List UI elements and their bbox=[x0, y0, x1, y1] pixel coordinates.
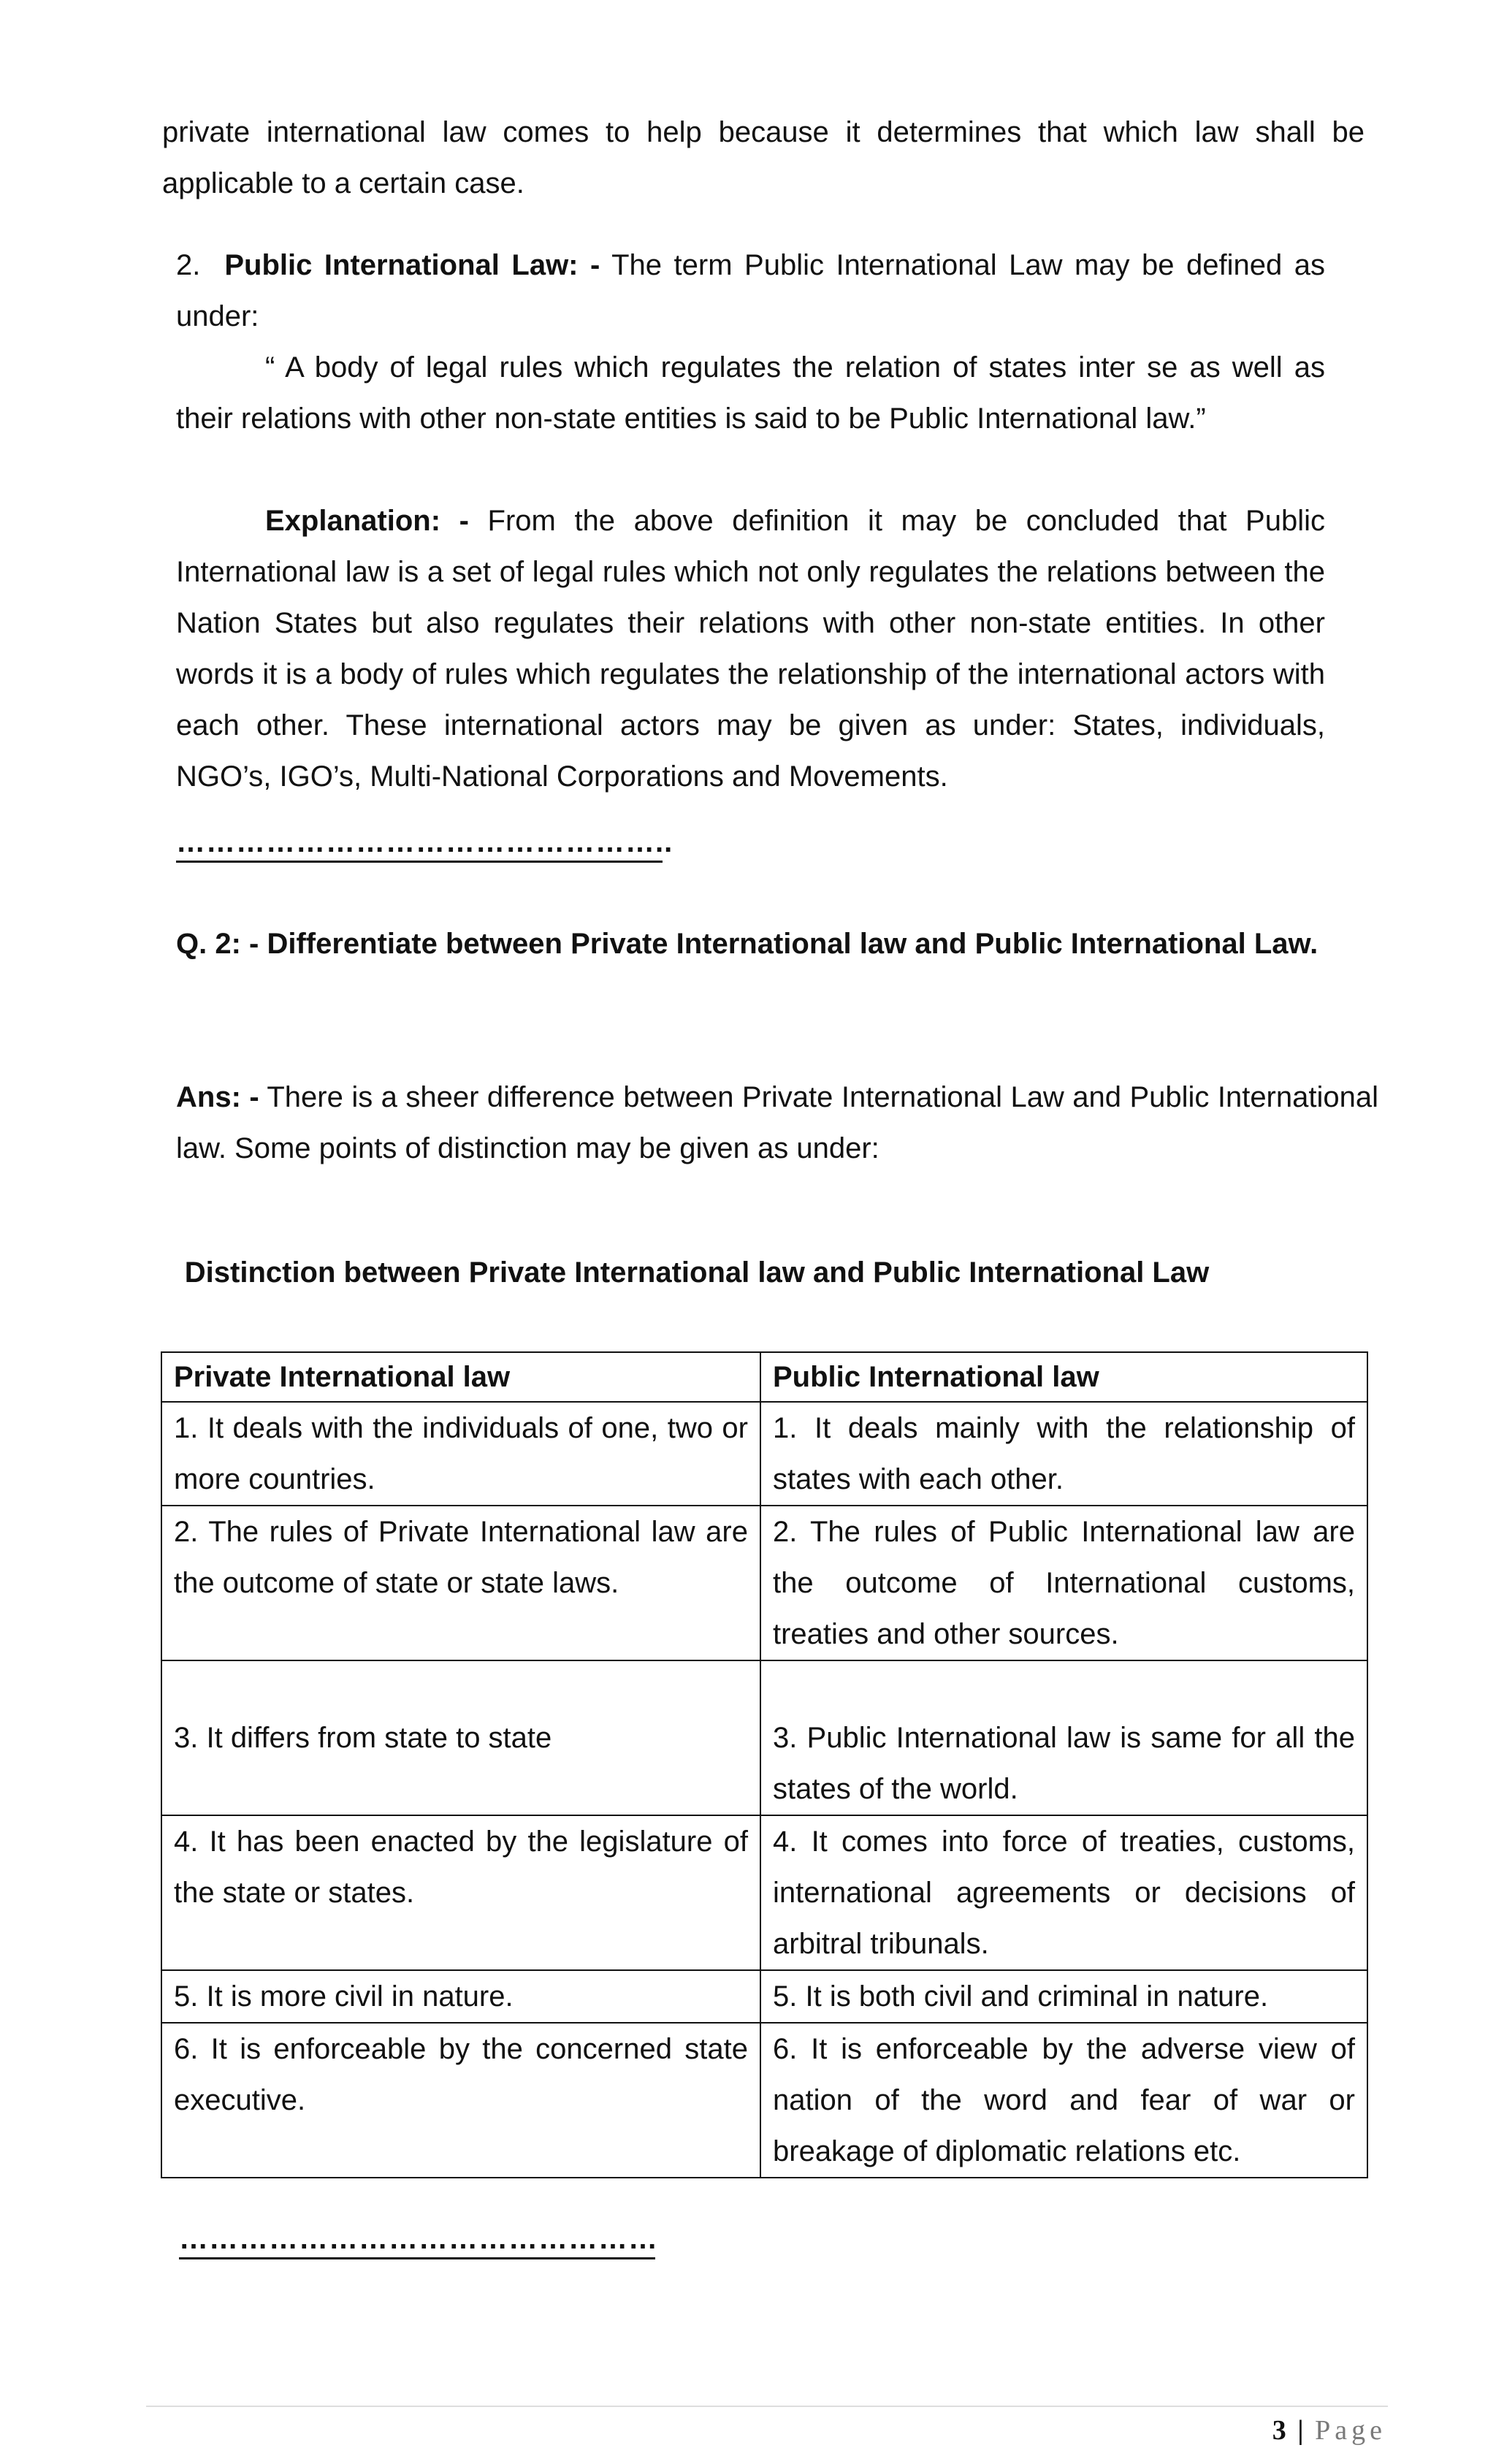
table-row bbox=[161, 1660, 1367, 1815]
private-cell: 1. It deals with the individuals of one, two or more countries. bbox=[161, 1402, 760, 1506]
answer-label: Ans: - bbox=[176, 1081, 259, 1113]
page-label: Page bbox=[1315, 2415, 1386, 2446]
table-row bbox=[161, 1815, 1367, 1970]
private-cell-text: 3. It differs from state to state bbox=[174, 1722, 552, 1754]
distinction-table bbox=[161, 1351, 1368, 2178]
table-row bbox=[161, 1402, 1367, 1506]
public-law-heading: Public International Law: - bbox=[224, 249, 600, 281]
section-separator: ………………………………………….. bbox=[176, 824, 663, 863]
footer-divider bbox=[146, 2406, 1388, 2407]
intro-paragraph: private international law comes to help because it determines that which law shall be applicable to a certain case. bbox=[162, 116, 1365, 199]
table-header-row bbox=[161, 1352, 1367, 1402]
table-row bbox=[161, 1970, 1367, 2023]
table-caption bbox=[0, 1251, 1496, 1294]
table-row bbox=[161, 2023, 1367, 2178]
public-cell-text: 3. Public International law is same for all the states of the world. bbox=[773, 1722, 1355, 1805]
footer-separator: | bbox=[1297, 2415, 1304, 2446]
private-cell: 2. The rules of Private International law are the outcome of state or state laws. bbox=[161, 1506, 760, 1660]
page-footer bbox=[1272, 2408, 1386, 2452]
private-cell: 6. It is enforceable by the concerned state executive. bbox=[161, 2023, 760, 2178]
public-cell: 2. The rules of Public International law are the outcome of International customs, treaties and other sources. bbox=[760, 1506, 1367, 1660]
public-cell: 4. It comes into force of treaties, customs, international agreements or decisions of arbitral tribunals. bbox=[760, 1815, 1367, 1970]
private-cell: 4. It has been enacted by the legislature of the state or states. bbox=[161, 1815, 760, 1970]
table-row bbox=[161, 1506, 1367, 1660]
table-caption-text: Distinction between Private International law and Public International Law bbox=[184, 1256, 1210, 1289]
public-law-quote: “ A body of legal rules which regulates the relation of states inter se as well as their relations with other non-state entities is said to be Public International law.” bbox=[176, 351, 1325, 435]
public-cell: 5. It is both civil and criminal in nature. bbox=[760, 1970, 1367, 2023]
private-cell bbox=[161, 1660, 760, 1815]
header-public: Public International law bbox=[760, 1352, 1367, 1402]
explanation-label: Explanation: - bbox=[265, 505, 469, 537]
page-number: 3 bbox=[1272, 2415, 1286, 2446]
public-cell bbox=[760, 1660, 1367, 1815]
answer-paragraph bbox=[176, 1072, 1378, 1174]
public-law-definition bbox=[176, 240, 1325, 342]
public-law-lead: The term Public International Law may be defined as under: bbox=[176, 249, 1326, 332]
private-cell: 5. It is more civil in nature. bbox=[161, 1970, 760, 2023]
public-law-number: 2. bbox=[176, 249, 201, 281]
explanation-text: From the above definition it may be concluded that Public International law is a set of legal rules which not only regulates the relations between the Nation States but also regulates their relations with other non-state entities. In other words it is a body of rules which regulates the relationship of the international actors with each other. These international actors may be given as under: States, individuals, NGO’s, IGO’s, Multi-National Corporations and Movements. bbox=[176, 505, 1325, 793]
explanation-paragraph bbox=[176, 495, 1325, 802]
question-heading: Q. 2: - Differentiate between Private International law and Public International Law. bbox=[176, 928, 1318, 960]
header-private: Private International law bbox=[161, 1352, 760, 1402]
answer-text: There is a sheer difference between Private International Law and Public International law. Some points of distinction may be given as under: bbox=[176, 1081, 1378, 1164]
section-separator: ………………………………………… bbox=[179, 2221, 655, 2259]
public-cell: 1. It deals mainly with the relationship of states with each other. bbox=[760, 1402, 1367, 1506]
public-cell: 6. It is enforceable by the adverse view of nation of the word and fear of war or breakage of diplomatic relations etc. bbox=[760, 2023, 1367, 2178]
